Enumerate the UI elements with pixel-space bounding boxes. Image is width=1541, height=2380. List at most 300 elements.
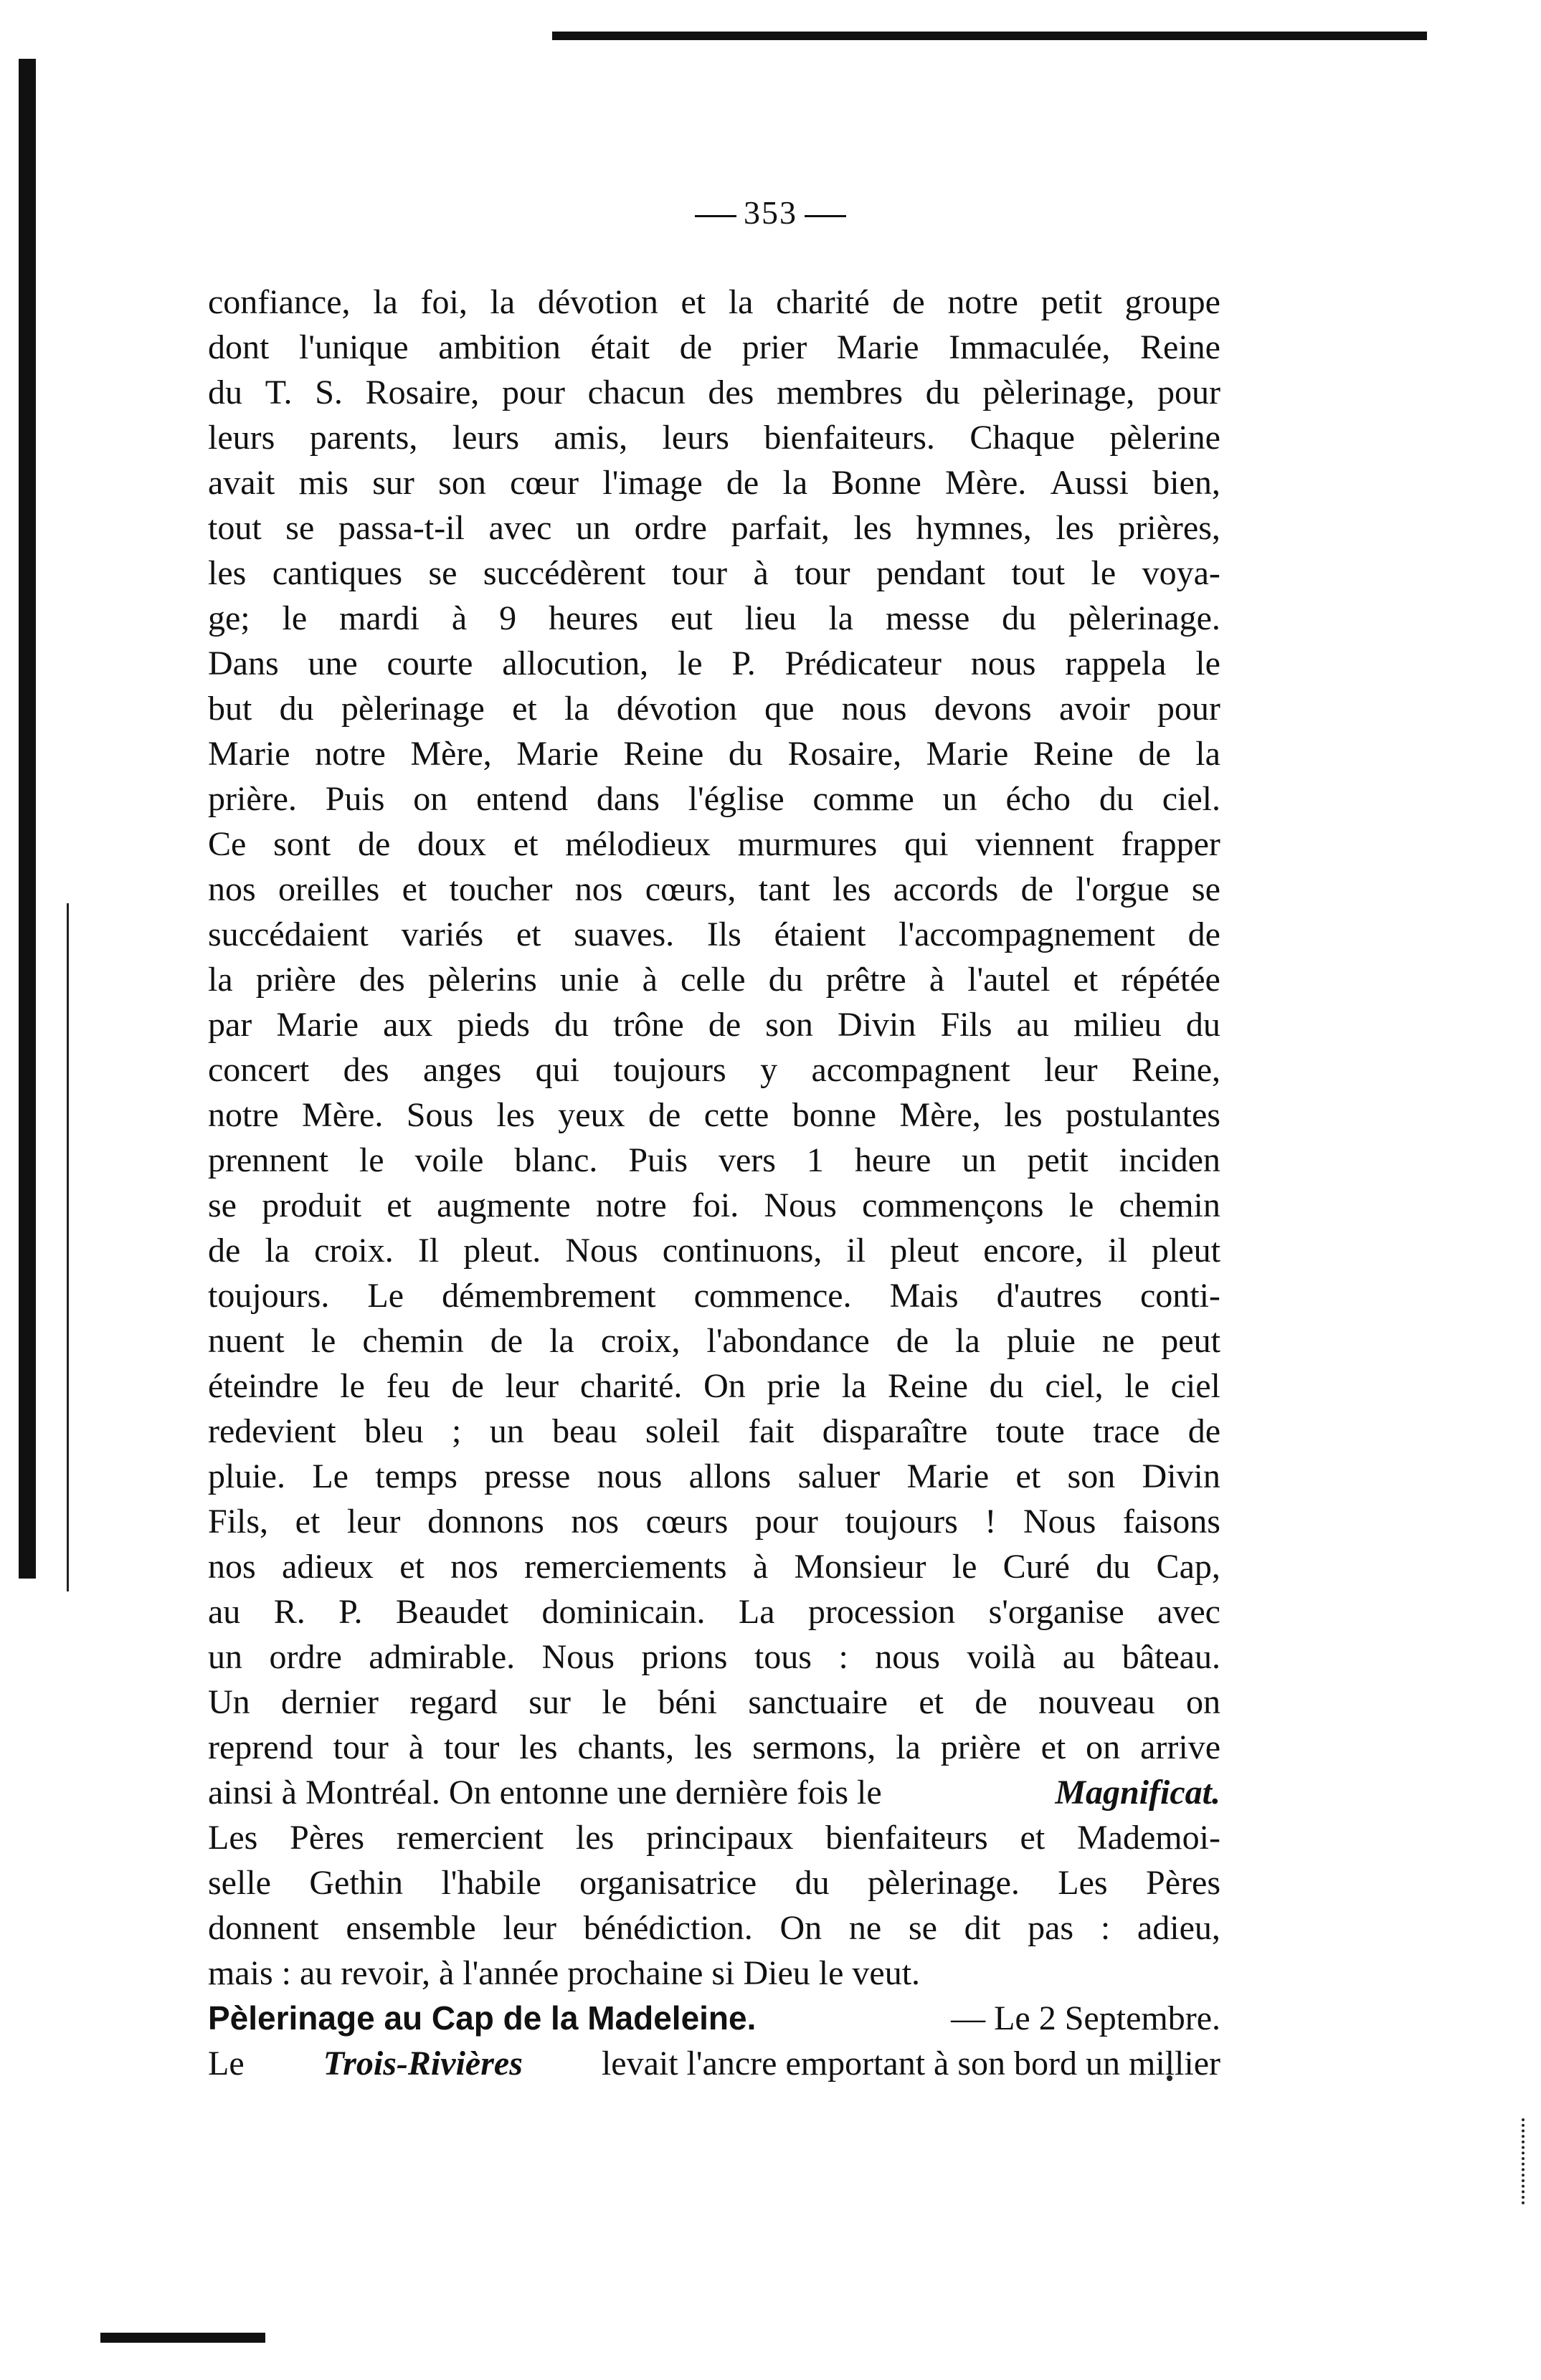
word: blanc. [514, 1141, 598, 1179]
word: parfait, [731, 509, 830, 547]
word: chants, [577, 1728, 675, 1766]
word: donnent [208, 1909, 319, 1947]
word: son [765, 1006, 813, 1044]
word: Pères [290, 1819, 365, 1857]
word: leur [1044, 1051, 1098, 1089]
word: bâteau. [1122, 1638, 1220, 1676]
word: Beaudet [395, 1593, 509, 1631]
word: à [929, 961, 945, 999]
word: ! [985, 1503, 997, 1541]
word: voya- [1142, 554, 1220, 592]
word: prennent [208, 1141, 328, 1179]
word: la [955, 1322, 980, 1360]
word: Ce [208, 825, 247, 863]
text-line [208, 1047, 1220, 1093]
word: regard [409, 1683, 498, 1721]
word: pèlerinage [341, 690, 485, 728]
word: leur [346, 1503, 401, 1541]
word: Reine, [1132, 1051, 1220, 1089]
word: la [896, 1728, 921, 1766]
word: fait [748, 1412, 795, 1450]
word: nos [208, 870, 256, 908]
word: trône [613, 1006, 684, 1044]
word: soleil [645, 1412, 721, 1450]
word: anges [422, 1051, 502, 1089]
word: courte [387, 644, 473, 682]
word: dominicain. [541, 1593, 706, 1631]
word: Bonne [831, 464, 921, 502]
word: le [282, 599, 308, 637]
word: il [1108, 1232, 1127, 1270]
word: au [1062, 1638, 1096, 1676]
text-line [208, 1273, 1220, 1318]
word: adieu, [1137, 1909, 1220, 1947]
word: accords [893, 870, 999, 908]
word: pèlerinage. [1068, 599, 1220, 637]
text-line [208, 551, 1220, 596]
word: bleu [364, 1412, 424, 1450]
word: de [1187, 1412, 1220, 1450]
word: la [549, 1322, 574, 1360]
word: Il [417, 1232, 440, 1270]
word: inciden [1119, 1141, 1220, 1179]
word: de [975, 1683, 1007, 1721]
text-line [208, 1002, 1220, 1047]
word: un [208, 1638, 242, 1676]
word: pour [1157, 373, 1220, 411]
text-line [208, 1499, 1220, 1544]
text-line [208, 1725, 1220, 1770]
paragraph-lines-after [208, 1815, 1220, 1951]
word: la [265, 1232, 290, 1270]
word: à [753, 554, 769, 592]
word: leur [503, 1909, 557, 1947]
word: un [942, 780, 977, 818]
word: le [340, 1367, 365, 1405]
text-line [208, 1183, 1220, 1228]
word: ciel. [1162, 780, 1220, 818]
page-number-value: 353 [744, 194, 797, 231]
word: pèlerinage, [982, 373, 1135, 411]
word: l'habile [441, 1864, 541, 1902]
closing-line [208, 1951, 1220, 1996]
word: pèlerinage. [868, 1864, 1020, 1902]
word: Chaque [969, 419, 1075, 457]
word: bien, [1152, 464, 1220, 502]
word: du [554, 1006, 589, 1044]
word: ciel [1170, 1367, 1220, 1405]
word: toujours [845, 1503, 958, 1541]
word: nos [450, 1548, 498, 1586]
word: bonne [792, 1096, 877, 1134]
word: organisatrice [579, 1864, 757, 1902]
word: croix. [314, 1232, 394, 1270]
word: cœurs, [645, 870, 736, 908]
word: Cap, [1156, 1548, 1220, 1586]
magnificat-line [208, 1770, 1220, 1815]
word: Monsieur [794, 1548, 926, 1586]
word: but [208, 690, 252, 728]
word: les [496, 1096, 535, 1134]
word: Fils, [208, 1503, 269, 1541]
text-line [208, 415, 1220, 460]
word: charité [776, 283, 870, 321]
word: de [708, 1006, 741, 1044]
word: tour [443, 1728, 500, 1766]
word: remercient [396, 1819, 544, 1857]
word: on [1186, 1683, 1220, 1721]
word: de [896, 1322, 929, 1360]
word: succédaient [208, 915, 369, 953]
word: on [1086, 1728, 1121, 1766]
word: se [1191, 870, 1220, 908]
word: reprend [208, 1728, 313, 1766]
word: se [285, 509, 315, 547]
word: charité. [579, 1367, 683, 1405]
text-line [208, 1589, 1220, 1634]
word: allocution, [502, 644, 649, 682]
word: tour [671, 554, 728, 592]
word: et [402, 870, 427, 908]
page-number-dash-left [695, 215, 736, 217]
word: unie [559, 961, 620, 999]
word: produit [262, 1186, 361, 1224]
ship-name: Trois-Rivières [323, 2045, 523, 2082]
word: le [1091, 554, 1116, 592]
word: l'accompagnement [898, 915, 1155, 953]
word: arrive [1140, 1728, 1220, 1766]
word: rappela [1065, 644, 1167, 682]
final-line-start: Le [208, 2045, 245, 2082]
word: nos [571, 1503, 620, 1541]
word: le [677, 644, 703, 682]
word: les [853, 509, 892, 547]
word: du [279, 690, 314, 728]
word: mardi [339, 599, 419, 637]
word: et [1015, 1457, 1041, 1495]
word: Marie [836, 328, 919, 366]
word: principaux [646, 1819, 794, 1857]
word: Reine [888, 1367, 968, 1405]
word: pleut. [463, 1232, 541, 1270]
word: le [1068, 1186, 1094, 1224]
word: à [451, 599, 468, 637]
word: répétée [1121, 961, 1220, 999]
word: des [708, 373, 754, 411]
word: tour [795, 554, 850, 592]
word: se [208, 1186, 237, 1224]
word: heures [548, 599, 639, 637]
word: les [694, 1728, 733, 1766]
word: Nous [565, 1232, 638, 1270]
word: Puis [325, 780, 385, 818]
word: doux [417, 825, 487, 863]
word: Reine [1033, 735, 1114, 773]
word: sont [273, 825, 331, 863]
word: feu [386, 1367, 430, 1405]
magnificat-title: Magnificat. [1055, 1774, 1220, 1812]
word: nous [597, 1457, 663, 1495]
word: notre [315, 735, 386, 773]
word: Puis [628, 1141, 688, 1179]
word: dit [964, 1909, 1001, 1947]
word: donnons [427, 1503, 544, 1541]
word: remerciements [524, 1548, 727, 1586]
text-line [208, 370, 1220, 415]
word: Mère, [410, 735, 492, 773]
word: tous [754, 1638, 812, 1676]
word: Ils [706, 915, 741, 953]
word: presse [484, 1457, 571, 1495]
word: pleut [890, 1232, 959, 1270]
word: pour [754, 1503, 818, 1541]
word: de [679, 328, 713, 366]
word: trace [1093, 1412, 1160, 1450]
word: foi, [420, 283, 468, 321]
word: prière [940, 1728, 1021, 1766]
word: nuent [208, 1322, 285, 1360]
word: dans [596, 780, 660, 818]
word: l'image [602, 464, 703, 502]
word: On [779, 1909, 822, 1947]
word: chacun [587, 373, 686, 411]
word: ciel, [1045, 1367, 1104, 1405]
word: nouveau [1038, 1683, 1155, 1721]
word: parents, [309, 419, 418, 457]
word: : [838, 1638, 848, 1676]
word: et [387, 1186, 412, 1224]
word: par [208, 1006, 252, 1044]
word: bénédiction. [583, 1909, 753, 1947]
word: continuons, [662, 1232, 822, 1270]
word: le [602, 1683, 627, 1721]
word: Mère, [899, 1096, 981, 1134]
word: messe [885, 599, 970, 637]
word: redevient [208, 1412, 336, 1450]
word: un [576, 509, 611, 547]
word: cantiques [272, 554, 403, 592]
word: pèlerine [1109, 419, 1220, 457]
word: de [1020, 870, 1053, 908]
word: eut [670, 599, 713, 637]
word: y [760, 1051, 778, 1089]
word: mis [298, 464, 348, 502]
text-line [208, 1138, 1220, 1183]
word: du [989, 1367, 1024, 1405]
word: pour [1157, 690, 1220, 728]
word: se [428, 554, 457, 592]
word: pas [1028, 1909, 1074, 1947]
word: T. [265, 373, 293, 411]
word: groupe [1124, 283, 1220, 321]
word: le [952, 1548, 977, 1586]
word: croix, [600, 1322, 681, 1360]
word: de [1138, 735, 1171, 773]
word: petit [1027, 1141, 1089, 1179]
word: sanctuaire [748, 1683, 888, 1721]
final-line-end: levait l'ancre emportant à son bord un millier [601, 2045, 1220, 2082]
word: Le [312, 1457, 348, 1495]
word: dévotion [616, 690, 737, 728]
word: du [1099, 780, 1134, 818]
word: nous [875, 1638, 940, 1676]
word: chemin [1119, 1186, 1220, 1224]
word: Divin [838, 1006, 916, 1044]
word: ensemble [346, 1909, 476, 1947]
magnificat-line-text: ainsi à Montréal. On entonne une dernière fois le [208, 1774, 882, 1812]
word: mélodieux [565, 825, 711, 863]
word: ne [1101, 1322, 1135, 1360]
word: et [1020, 1819, 1045, 1857]
edge-specks [1522, 2118, 1530, 2204]
word: conti- [1139, 1277, 1220, 1315]
word: Reine [1140, 328, 1220, 366]
word: à [752, 1548, 769, 1586]
word: et [681, 283, 706, 321]
word: et [399, 1548, 425, 1586]
word: la [1195, 735, 1220, 773]
word: des [359, 961, 405, 999]
word: saluer [797, 1457, 881, 1495]
word: les [208, 554, 247, 592]
word: tour [333, 1728, 389, 1766]
word: Gethin [309, 1864, 404, 1902]
word: nos [574, 870, 623, 908]
word: au [208, 1593, 241, 1631]
word: avoir [1059, 690, 1130, 728]
word: et [512, 690, 537, 728]
top-border-rule [552, 27, 1427, 40]
word: suaves. [574, 915, 675, 953]
text-line [208, 1409, 1220, 1454]
word: La [738, 1593, 775, 1631]
word: à [642, 961, 658, 999]
word: chemin [362, 1322, 464, 1360]
word: et [516, 915, 541, 953]
word: son [438, 464, 486, 502]
word: sur [528, 1683, 571, 1721]
word: les [1004, 1096, 1043, 1134]
word: tant [758, 870, 810, 908]
word: la [373, 283, 398, 321]
word: du [1185, 1006, 1220, 1044]
word: beau [552, 1412, 617, 1450]
word: le [1195, 644, 1220, 682]
word: l'église [688, 780, 784, 818]
word: concert [208, 1051, 310, 1089]
word: adieux [281, 1548, 374, 1586]
word: nous [970, 644, 1036, 682]
closing-line-text: mais : au revoir, à l'année prochaine si Dieu le veut. [208, 1954, 921, 1992]
word: sermons, [752, 1728, 876, 1766]
word: un [489, 1412, 524, 1450]
word: prière [255, 961, 336, 999]
word: que [764, 690, 815, 728]
word: P. [338, 1593, 363, 1631]
word: l'autel [967, 961, 1051, 999]
text-line [208, 1860, 1220, 1905]
word: éteindre [208, 1367, 319, 1405]
word: ordre [634, 509, 707, 547]
word: pendant [876, 554, 985, 592]
word: le [359, 1141, 384, 1179]
word: cœurs [645, 1503, 729, 1541]
word: le [1124, 1367, 1149, 1405]
word: écho [1005, 780, 1071, 818]
word: amis, [554, 419, 628, 457]
word: qui [535, 1051, 579, 1089]
word: démembrement [442, 1277, 656, 1315]
word: nos [208, 1548, 256, 1586]
word: toujours [613, 1051, 726, 1089]
word: Curé [1002, 1548, 1070, 1586]
word: cœur [510, 464, 579, 502]
section-heading: Pèlerinage au Cap de la Madeleine. [208, 1999, 757, 2037]
word: hymnes, [916, 509, 1032, 547]
word: il [846, 1232, 866, 1270]
word: toute [995, 1412, 1065, 1450]
text-line [208, 1363, 1220, 1409]
word: Pères [1146, 1864, 1220, 1902]
text-line [208, 1634, 1220, 1680]
word: on [413, 780, 448, 818]
word: prière. [208, 780, 297, 818]
word: avec [488, 509, 552, 547]
word: prières, [1118, 509, 1220, 547]
word: succédèrent [483, 554, 646, 592]
word: béni [658, 1683, 717, 1721]
word: notre [947, 283, 1018, 321]
text-line [208, 505, 1220, 551]
word: Mère. [945, 464, 1027, 502]
text-line [208, 1228, 1220, 1273]
word: étaient [774, 915, 866, 953]
word: procession [807, 1593, 956, 1631]
word: nous [841, 690, 907, 728]
page-number-dash-right [805, 215, 846, 217]
word: lieu [744, 599, 797, 637]
word: prions [641, 1638, 728, 1676]
word: Fils [940, 1006, 992, 1044]
word: temps [375, 1457, 457, 1495]
word: S. [315, 373, 343, 411]
word: Nous [764, 1186, 837, 1224]
word: Nous [541, 1638, 615, 1676]
word: et [295, 1503, 321, 1541]
word: Marie [208, 735, 290, 773]
word: foi. [691, 1186, 739, 1224]
word: dernier [281, 1683, 379, 1721]
word: viennent [975, 825, 1094, 863]
word: les [519, 1728, 558, 1766]
word: prie [767, 1367, 821, 1405]
word: la [728, 283, 754, 321]
word: : [1100, 1909, 1111, 1947]
word: Mais [889, 1277, 959, 1315]
word: dont [208, 328, 270, 366]
word: prêtre [825, 961, 906, 999]
word: ne [848, 1909, 882, 1947]
word: heure [854, 1141, 931, 1179]
word: frapper [1121, 825, 1220, 863]
word: voilà [967, 1638, 1036, 1676]
word: Reine [623, 735, 704, 773]
word: selle [208, 1864, 271, 1902]
word: de [726, 464, 759, 502]
word: confiance, [208, 283, 351, 321]
word: oreilles [278, 870, 380, 908]
word: du [768, 961, 803, 999]
